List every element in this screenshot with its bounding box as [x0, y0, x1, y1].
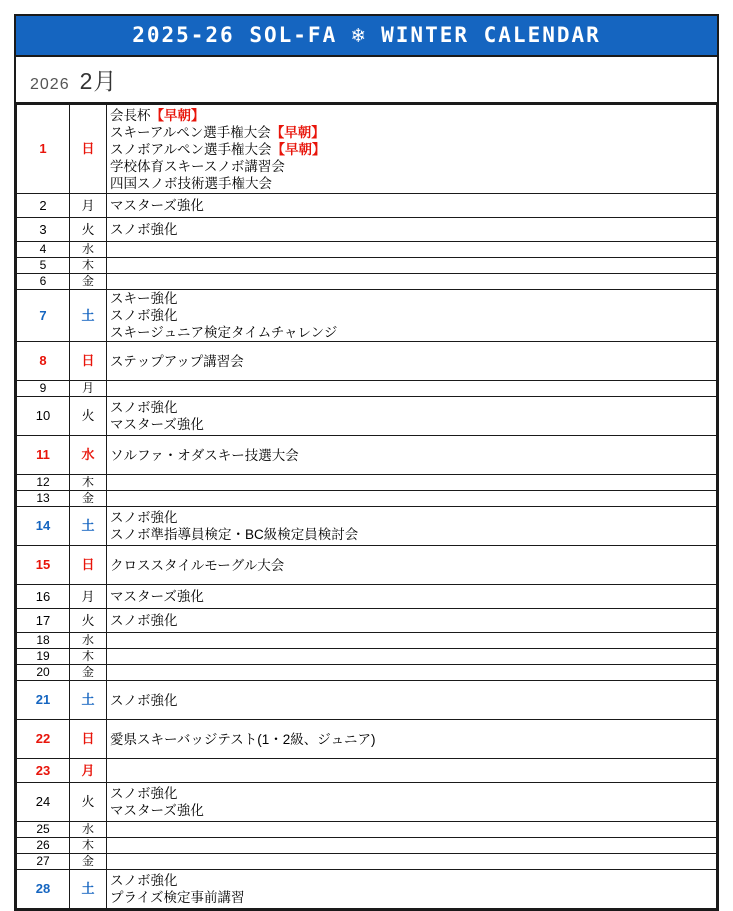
table-row: [17, 633, 717, 649]
day-number: 19: [17, 649, 70, 665]
event-text: 四国スノボ技術選手権大会: [110, 175, 272, 191]
event-line: [107, 197, 716, 214]
event-text: マスターズ強化: [110, 803, 204, 818]
table-row: [17, 194, 717, 218]
event-text: スキー強化: [110, 291, 178, 306]
event-line: [107, 802, 716, 819]
event-cell: [107, 854, 717, 870]
event-text: マスターズ強化: [110, 198, 204, 213]
event-cell: [107, 381, 717, 397]
event-text: スノボ強化: [110, 692, 178, 708]
event-text: ステップアップ講習会: [110, 353, 244, 369]
day-of-week: 土: [70, 870, 107, 909]
calendar-frame: [14, 14, 719, 911]
event-line: [107, 324, 716, 341]
event-cell: [107, 838, 717, 854]
day-of-week: 水: [70, 633, 107, 649]
event-line: [107, 175, 716, 192]
event-cell: [107, 546, 717, 585]
day-of-week: 木: [70, 649, 107, 665]
day-number: 27: [17, 854, 70, 870]
table-row: [17, 491, 717, 507]
event-text: スノボアルペン選手権大会: [110, 141, 272, 157]
table-row: [17, 838, 717, 854]
day-of-week: 土: [70, 507, 107, 546]
event-line: [107, 612, 716, 629]
table-row: [17, 870, 717, 909]
day-number: 17: [17, 609, 70, 633]
event-text: 会長杯: [110, 107, 151, 123]
table-row: [17, 783, 717, 822]
event-line: [107, 416, 716, 433]
event-text: ソルファ・オダスキー技選大会: [110, 447, 299, 463]
day-number: 10: [17, 397, 70, 436]
event-line: [107, 307, 716, 324]
table-row: [17, 681, 717, 720]
event-line: [107, 588, 716, 605]
day-of-week: 月: [70, 585, 107, 609]
day-number: 7: [17, 290, 70, 342]
day-of-week: 火: [70, 218, 107, 242]
day-of-week: 火: [70, 609, 107, 633]
day-of-week: 月: [70, 194, 107, 218]
table-row: [17, 649, 717, 665]
table-row: [17, 585, 717, 609]
page-title: 2025-26 SOL-FA ❄ WINTER CALENDAR: [16, 16, 717, 57]
day-number: 4: [17, 242, 70, 258]
event-text: スノボ強化: [110, 222, 178, 237]
event-cell: [107, 290, 717, 342]
event-text: スノボ強化: [110, 510, 178, 525]
day-of-week: 水: [70, 822, 107, 838]
event-cell: [107, 783, 717, 822]
event-cell: [107, 491, 717, 507]
event-cell: [107, 258, 717, 274]
day-number: 5: [17, 258, 70, 274]
day-of-week: 金: [70, 665, 107, 681]
event-line: [107, 526, 716, 543]
day-of-week: 土: [70, 290, 107, 342]
event-text: スノボ強化: [110, 613, 178, 628]
table-row: [17, 105, 717, 194]
event-tag: 【早朝】: [271, 141, 326, 157]
day-number: 13: [17, 491, 70, 507]
event-line: [107, 557, 716, 574]
day-of-week: 月: [70, 381, 107, 397]
month-label: 2月: [79, 68, 118, 94]
table-row: [17, 822, 717, 838]
event-cell: [107, 870, 717, 909]
day-number: 22: [17, 720, 70, 759]
day-of-week: 金: [70, 491, 107, 507]
day-number: 18: [17, 633, 70, 649]
day-of-week: 日: [70, 720, 107, 759]
event-text: 学校体育スキースノボ講習会: [110, 158, 285, 174]
event-text: スキージュニア検定タイムチャレンジ: [110, 325, 338, 340]
day-number: 28: [17, 870, 70, 909]
event-cell: [107, 475, 717, 491]
event-tag: 【早朝】: [270, 124, 325, 140]
day-number: 8: [17, 342, 70, 381]
day-number: 23: [17, 759, 70, 783]
day-of-week: 水: [70, 436, 107, 475]
table-row: [17, 290, 717, 342]
day-number: 11: [17, 436, 70, 475]
event-cell: [107, 194, 717, 218]
day-of-week: 金: [70, 854, 107, 870]
event-line: [107, 889, 716, 906]
day-number: 14: [17, 507, 70, 546]
event-cell: [107, 218, 717, 242]
event-cell: [107, 665, 717, 681]
event-cell: [107, 342, 717, 381]
event-cell: [107, 649, 717, 665]
month-header: [16, 57, 717, 104]
table-row: [17, 258, 717, 274]
event-line: [107, 447, 716, 464]
event-cell: [107, 274, 717, 290]
event-cell: [107, 507, 717, 546]
event-line: [107, 509, 716, 526]
day-number: 12: [17, 475, 70, 491]
event-text: スノボ準指導員検定・BC級検定員検討会: [110, 527, 359, 542]
event-line: [107, 399, 716, 416]
day-of-week: 土: [70, 681, 107, 720]
event-text: プライズ検定事前講習: [110, 890, 245, 905]
table-row: [17, 507, 717, 546]
event-text: スノボ強化: [110, 400, 178, 415]
day-number: 6: [17, 274, 70, 290]
table-row: [17, 546, 717, 585]
event-cell: [107, 397, 717, 436]
event-cell: [107, 681, 717, 720]
event-line: [107, 124, 716, 141]
calendar-table: [16, 104, 717, 909]
day-number: 9: [17, 381, 70, 397]
table-row: [17, 475, 717, 491]
event-text: スノボ強化: [110, 873, 178, 888]
event-text: 愛県スキーバッジテスト(1・2級、ジュニア): [110, 731, 376, 747]
event-line: [107, 353, 716, 370]
event-text: スノボ強化: [110, 308, 178, 323]
day-number: 1: [17, 105, 70, 194]
event-text: スノボ強化: [110, 786, 178, 801]
table-row: [17, 609, 717, 633]
table-row: [17, 759, 717, 783]
day-of-week: 水: [70, 242, 107, 258]
event-cell: [107, 436, 717, 475]
day-of-week: 日: [70, 342, 107, 381]
day-number: 26: [17, 838, 70, 854]
day-number: 3: [17, 218, 70, 242]
event-text: スキーアルペン選手権大会: [110, 124, 271, 140]
day-number: 2: [17, 194, 70, 218]
event-cell: [107, 609, 717, 633]
day-number: 25: [17, 822, 70, 838]
event-line: [107, 692, 716, 709]
table-row: [17, 665, 717, 681]
day-of-week: 金: [70, 274, 107, 290]
table-row: [17, 274, 717, 290]
table-row: [17, 436, 717, 475]
event-line: [107, 158, 716, 175]
event-cell: [107, 105, 717, 194]
table-row: [17, 397, 717, 436]
event-text: マスターズ強化: [110, 417, 204, 432]
day-of-week: 火: [70, 783, 107, 822]
event-line: [107, 731, 716, 748]
day-number: 24: [17, 783, 70, 822]
day-number: 21: [17, 681, 70, 720]
event-line: [107, 290, 716, 307]
table-row: [17, 342, 717, 381]
event-line: [107, 141, 716, 158]
event-text: クロススタイルモーグル大会: [110, 557, 285, 573]
table-row: [17, 854, 717, 870]
event-tag: 【早朝】: [150, 107, 205, 123]
event-cell: [107, 633, 717, 649]
event-cell: [107, 720, 717, 759]
event-cell: [107, 822, 717, 838]
day-of-week: 日: [70, 546, 107, 585]
year-label: 2026: [30, 76, 70, 93]
table-row: [17, 381, 717, 397]
day-number: 20: [17, 665, 70, 681]
event-line: [107, 785, 716, 802]
event-cell: [107, 759, 717, 783]
day-of-week: 木: [70, 475, 107, 491]
table-row: [17, 218, 717, 242]
event-cell: [107, 585, 717, 609]
event-cell: [107, 242, 717, 258]
day-number: 15: [17, 546, 70, 585]
day-of-week: 日: [70, 105, 107, 194]
event-line: [107, 872, 716, 889]
table-row: [17, 242, 717, 258]
event-line: [107, 221, 716, 238]
day-of-week: 木: [70, 258, 107, 274]
day-of-week: 月: [70, 759, 107, 783]
day-of-week: 木: [70, 838, 107, 854]
event-line: [107, 107, 716, 124]
day-number: 16: [17, 585, 70, 609]
table-row: [17, 720, 717, 759]
event-text: マスターズ強化: [110, 589, 204, 604]
day-of-week: 火: [70, 397, 107, 436]
